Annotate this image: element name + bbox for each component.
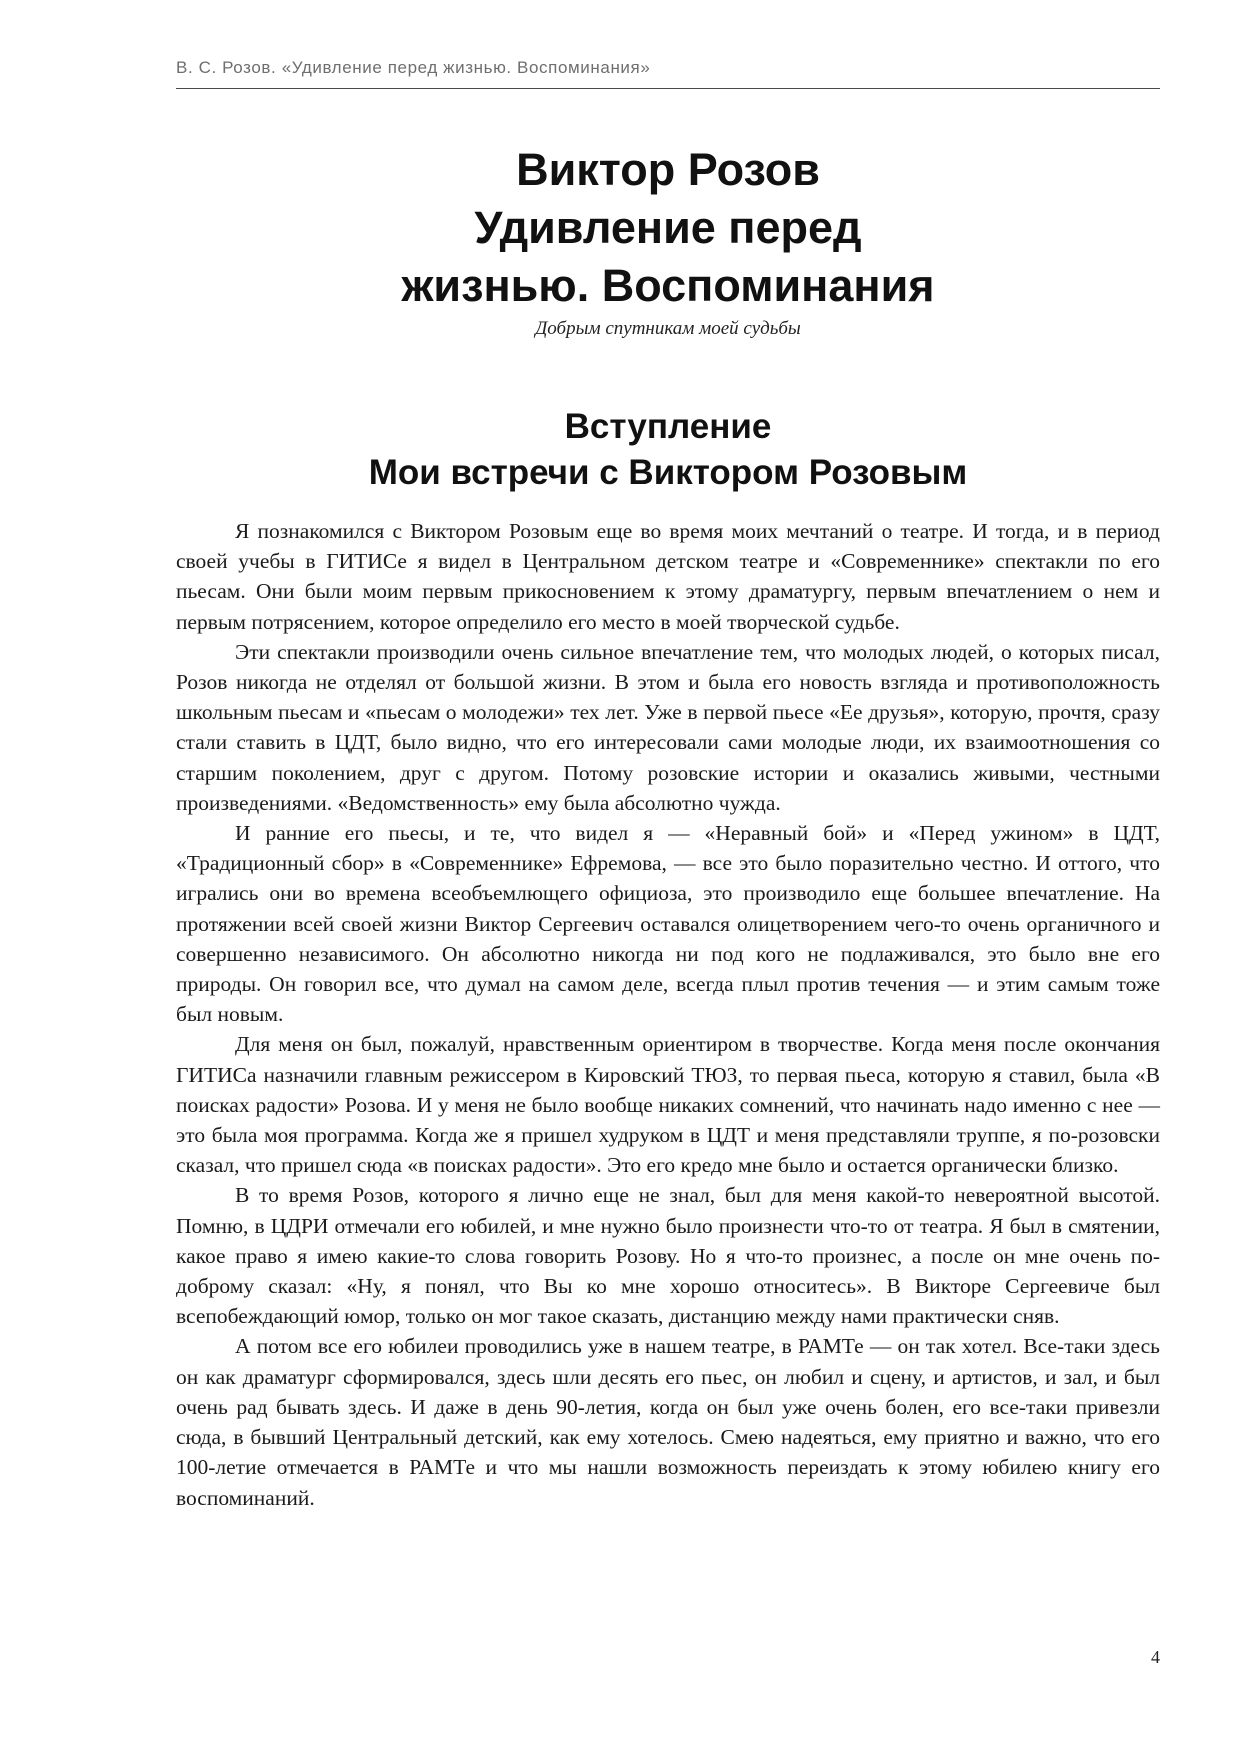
section-title-line: Вступление [564, 407, 772, 446]
header-divider [176, 88, 1160, 89]
paragraph: А потом все его юбилеи проводились уже в нашем театре, в РАМТе — он так хотел. Все-таки здесь он как драматург сформировался, здесь шли десять его пьес, он любил и сцену, и артистов, и зал, и был очень рад бывать здесь. И даже в день 90-летия, когда он был уже очень болен, его все-таки привезли сюда, в бывший Центральный детский, как ему хотелось. Смею надеяться, ему приятно и важно, что его 100-летие отмечается в РАМТе и что мы нашли возможность переиздать к этому юбилею книгу его воспоминаний. [176, 1334, 1160, 1510]
body-text [176, 516, 1160, 1513]
paragraph: Я познакомился с Виктором Розовым еще во время моих мечтаний о театре. И тогда, и в период своей учебы в ГИТИСе я видел в Центральном детском театре и «Современнике» спектакли по его пьесам. Они были моим первым прикосновением к этому драматургу, первым впечатлением о нем и первым потрясением, которое определило его место в моей творческой судьбе. [176, 519, 1160, 634]
book-title [176, 141, 1160, 315]
book-title-line: Удивление перед [474, 202, 862, 253]
paragraph: Эти спектакли производили очень сильное впечатление тем, что молодых людей, о которых писал, Розов никогда не отделял от большой жизни. В этом и была его новость взгляда и противоположность школьным пьесам и «пьесам о молодежи» тех лет. Уже в первой пьесе «Ее друзья», которую, прочтя, сразу стали ставить в ЦДТ, было видно, что его интересовали сами молодые люди, их взаимоотношения со старшим поколением, друг с другом. Потому розовские истории и оказались живыми, честными произведениями. «Ведомственность» ему была абсолютно чужда. [176, 639, 1160, 815]
paragraph: И ранние его пьесы, и те, что видел я — «Неравный бой» и «Перед ужином» в ЦДТ, «Традиционный сбор» в «Современнике» Ефремова, — все это было поразительно честно. И оттого, что игрались они во времена всеобъемлющего официоза, это производило еще большее впечатление. На протяжении всей своей жизни Виктор Сергеевич оставался олицетворением чего-то очень органичного и совершенно независимого. Он абсолютно никогда ни под кого не подлаживался, это было вне его природы. Он говорил все, что думал на самом деле, всегда плыл против течения — и этим самым тоже был новым. [176, 821, 1160, 1027]
page-number: 4 [1151, 1647, 1160, 1667]
dedication: Добрым спутникам моей судьбы [535, 318, 801, 339]
section-subtitle-line: Мои встречи с Виктором Розовым [368, 453, 968, 492]
paragraph: В то время Розов, которого я лично еще не знал, был для меня какой-то невероятной высотой. Помню, в ЦДРИ отмечали его юбилей, и мне нужно было произнести что-то от театра. Я был в смятении, какое право я имею какие-то слова говорить Розову. Но я что-то произнес, а после он мне очень по-доброму сказал: «Ну, я понял, что Вы ко мне хорошо относитесь». В Викторе Сергеевиче был всепобеждающий юмор, только он мог такое сказать, дистанцию между нами практически сняв. [176, 1183, 1160, 1329]
book-title-line: Виктор Розов [516, 144, 820, 195]
running-head: В. С. Розов. «Удивление перед жизнью. Воспоминания» [176, 58, 651, 77]
book-title-line: жизнью. Воспоминания [401, 260, 935, 311]
paragraph: Для меня он был, пожалуй, нравственным ориентиром в творчестве. Когда меня после окончания ГИТИСа назначили главным режиссером в Кировский ТЮЗ, то первая пьеса, которую я ставил, была «В поисках радости» Розова. И у меня не было вообще никаких сомнений, что начинать надо именно с нее — это была моя программа. Когда же я пришел худруком в ЦДТ и меня представляли труппе, я по-розовски сказал, что пришел сюда «в поисках радости». Это его кредо мне было и остается органически близко. [176, 1032, 1160, 1178]
section-title [176, 404, 1160, 496]
